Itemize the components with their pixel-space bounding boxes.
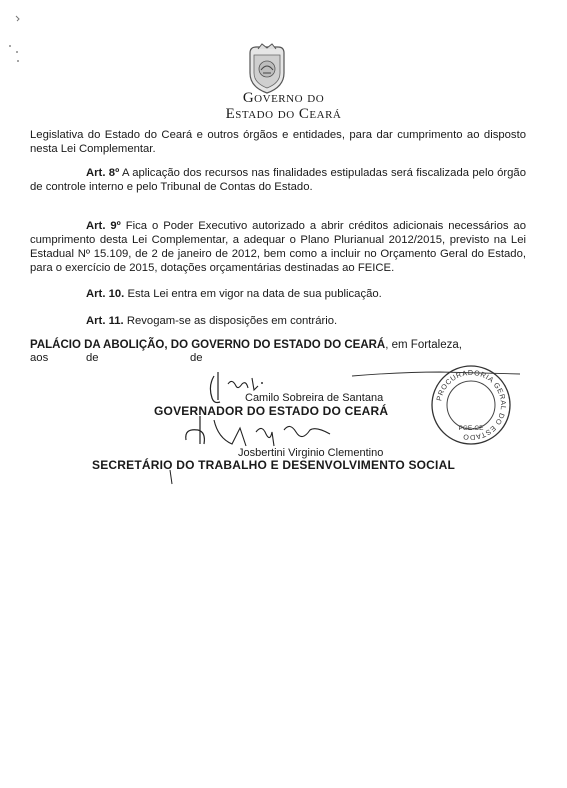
date-de-month: de: [86, 352, 99, 364]
article-text: A aplicação dos recursos nas finalidades estipuladas será fiscalizada pelo órgão de controle interno e pelo Tribunal de Contas do Estado.: [30, 167, 526, 193]
date-aos: aos: [30, 352, 49, 364]
governor-name: Camilo Sobreira de Santana: [245, 392, 384, 404]
article-label: Art. 10.: [86, 288, 125, 300]
date-de-year: de: [190, 352, 203, 364]
paragraph-art-10: [30, 287, 526, 301]
paragraph-art-8: [30, 166, 526, 194]
article-label: Art. 9º: [86, 220, 121, 232]
governor-title: GOVERNADOR DO ESTADO DO CEARÁ: [154, 404, 389, 418]
palace-closing-line: [30, 338, 526, 352]
margin-scan-marks: [4, 12, 28, 68]
state-crest-icon: [244, 43, 290, 95]
palace-name: PALÁCIO DA ABOLIÇÃO, DO GOVERNO DO ESTADO DO CEARÁ: [30, 339, 386, 351]
article-label: Art. 11.: [86, 315, 124, 327]
header-line-governo: Governo do: [242, 90, 325, 106]
svg-text:PGE-CE: PGE-CE: [458, 425, 484, 432]
article-text: Fica o Poder Executivo autorizado a abrir créditos adicionais necessários ao cumprimento desta Lei Complementar, a adequar o Plano Plurianual 2012/2015, previsto na Lei Estadual Nº 15.109, de 2 de janeiro de 2012, bem como a incluir no Orçamento Geral do Estado, para o exercício de 2015, dotações orçamentárias destinadas ao FEICE.: [30, 220, 526, 274]
paragraph-continuation: Legislativa do Estado do Ceará e outros órgãos e entidades, para dar cumprimento ao disposto nesta Lei Complementar.: [30, 129, 526, 155]
article-label: Art. 8º: [86, 167, 120, 179]
palace-location: , em Fortaleza,: [385, 339, 462, 351]
secretary-title: SECRETÁRIO DO TRABALHO E DESENVOLVIMENTO SOCIAL: [92, 458, 455, 472]
article-text: Esta Lei entra em vigor na data de sua publicação.: [124, 288, 382, 300]
procuradoria-stamp-icon: [430, 364, 512, 446]
header-line-estado: Estado do Ceará: [225, 106, 342, 122]
svg-text:PROCURADORIA GERAL DO ESTADO: PROCURADORIA GERAL DO ESTADO: [434, 367, 509, 443]
paragraph-art-9: [30, 219, 526, 275]
secretary-name: Josbertini Virginio Clementino: [238, 447, 384, 459]
paragraph-art-11: [30, 314, 526, 328]
article-text: Revogam-se as disposições em contrário.: [123, 315, 338, 327]
